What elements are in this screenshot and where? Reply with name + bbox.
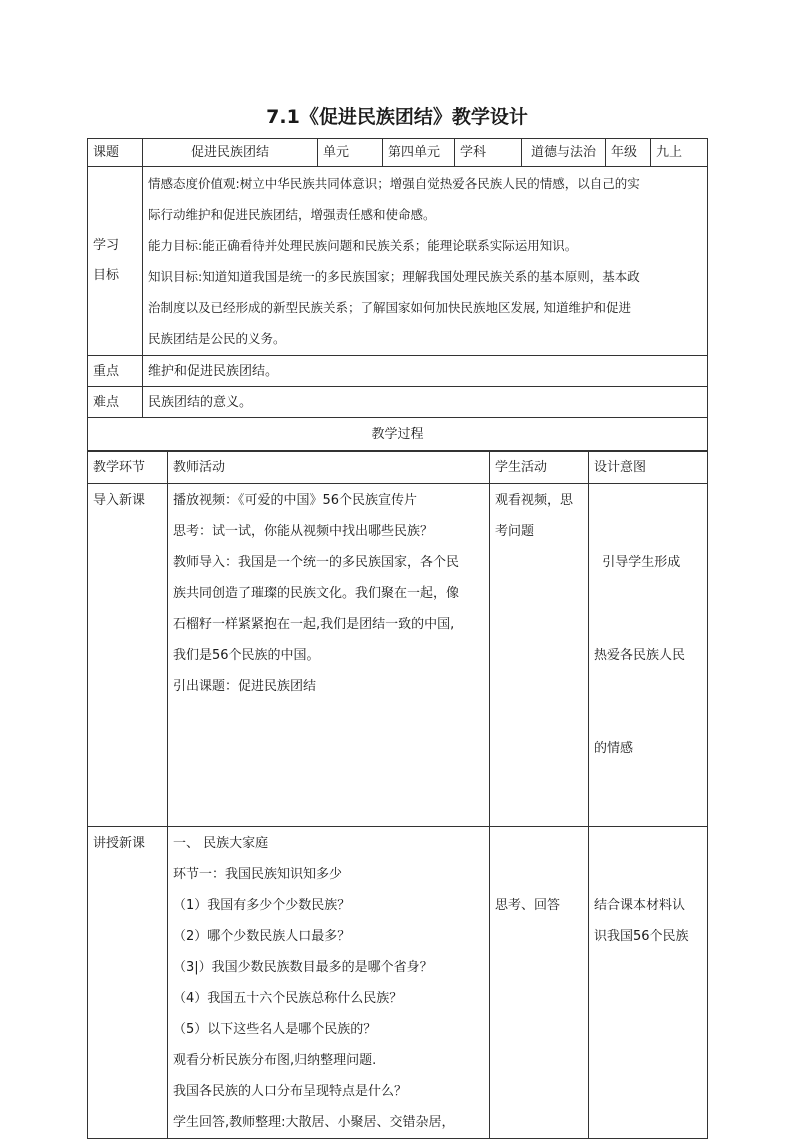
teacher-line: 教师导入：我国是一个统一的多民族国家，各个民 [173,555,460,570]
design-intent-cell [589,484,708,827]
intent-line: 的情感 [594,741,634,756]
teacher-activity-cell [168,484,490,827]
grade-label: 年级 [606,139,651,167]
teacher-line: 观看分析民族分布图,归纳整理问题. [173,1053,377,1068]
unit-value: 第四单元 [383,139,455,167]
objectives-row [88,167,708,356]
objective-line: 情感态度价值观:树立中华民族共同体意识；增强自觉热爱各民族人民的情感，以自己的实 [148,176,640,191]
teacher-line: 一、 民族大家庭 [173,836,269,851]
teacher-line: 石榴籽一样紧紧抱在一起,我们是团结一致的中国, [173,617,455,632]
objective-line: 际行动维护和促进民族团结，增强责任感和使命感。 [148,207,436,222]
key-point-label: 重点 [88,356,143,387]
teacher-line: （2）哪个少数民族人口最多？ [173,929,351,944]
teacher-line: （5）以下这些名人是哪个民族的？ [173,1022,377,1037]
teacher-line: （4）我国五十六个民族总称什么民族？ [173,991,403,1006]
subject-label: 学科 [455,139,522,167]
student-line: 考问题 [495,524,535,539]
teacher-header: 教师活动 [168,452,490,484]
student-header: 学生活动 [490,452,589,484]
stage-cell: 讲授新课 [88,827,168,1139]
key-point-row [88,356,708,387]
design-intent-cell [589,827,708,1139]
intent-line: 结合课本材料认 [594,898,686,913]
student-line: 观看视频，思 [495,493,574,508]
stage-cell: 导入新课 [88,484,168,827]
info-table [87,138,708,451]
teacher-line: 思考：试一试，你能从视频中找出哪些民族？ [173,524,434,539]
teacher-activity-cell [168,827,490,1139]
process-heading: 教学过程 [88,418,708,451]
teacher-line: 学生回答,教师整理:大散居、小聚居、交错杂居， [173,1115,455,1130]
teacher-line: 我们是56个民族的中国。 [173,648,320,663]
objective-line: 民族团结是公民的义务。 [148,331,286,346]
objective-line: 治制度以及已经形成的新型民族关系；了解国家如何加快民族地区发展, 知道维护和促进 [148,300,631,315]
teacher-line: 族共同创造了璀璨的民族文化。我们聚在一起，像 [173,586,460,601]
intent-line: 热爱各民族人民 [594,648,686,663]
teacher-line: 我国各民族的人口分布呈现特点是什么？ [173,1084,408,1099]
topic-label: 课题 [88,139,143,167]
process-header-row [88,452,708,484]
student-line: 思考、回答 [495,898,561,913]
header-row [88,139,708,167]
student-activity-cell [490,827,589,1139]
unit-label: 单元 [318,139,383,167]
difficulty-row [88,387,708,418]
difficulty-label: 难点 [88,387,143,418]
table-row [88,827,708,1139]
topic-value: 促进民族团结 [143,139,318,167]
intent-header: 设计意图 [589,452,708,484]
teacher-line: 播放视频：《可爱的中国》56个民族宣传片 [173,493,418,508]
subject-value: 道德与法治 [522,139,606,167]
teacher-line: 环节一：我国民族知识知多少 [173,867,343,882]
process-table [87,451,708,1139]
page-title: 7.1《促进民族团结》教学设计 [266,106,528,128]
grade-value: 九上 [651,139,708,167]
objectives-label: 学习 目标 [88,167,143,356]
stage-header: 教学环节 [88,452,168,484]
objective-line: 能力目标:能正确看待并处理民族问题和民族关系；能理论联系实际运用知识。 [148,238,578,253]
teacher-line: （3|）我国少数民族数目最多的是哪个省身？ [173,960,433,975]
process-heading-row [88,418,708,451]
table-row [88,484,708,827]
teacher-line: （1）我国有多少个少数民族？ [173,898,351,913]
student-activity-cell [490,484,589,827]
key-point-value: 维护和促进民族团结。 [143,356,708,387]
intent-line: 引导学生形成 [594,555,681,570]
objectives-content [143,167,708,356]
difficulty-value: 民族团结的意义。 [143,387,708,418]
teacher-line: 引出课题：促进民族团结 [173,679,317,694]
objective-line: 知识目标:知道知道我国是统一的多民族国家；理解我国处理民族关系的基本原则，基本政 [148,269,640,284]
intent-line: 识我国56个民族 [594,929,689,944]
